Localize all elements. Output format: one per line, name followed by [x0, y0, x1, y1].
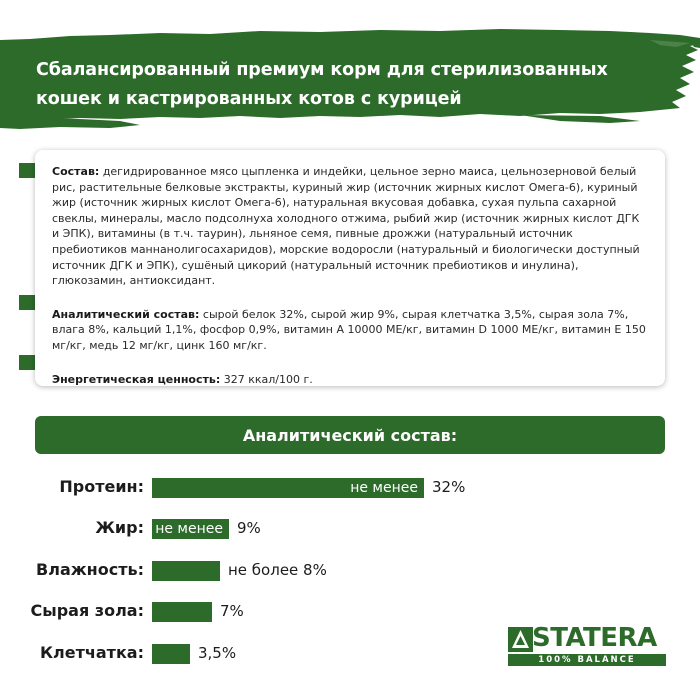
logo-brand-text: STATERA — [532, 623, 657, 653]
composition-paragraph — [52, 164, 647, 289]
nutrient-value: 7% — [220, 602, 244, 620]
nutrient-row-protein — [0, 475, 700, 499]
logo-mark-icon — [508, 627, 533, 652]
nutrient-value: не более 8% — [228, 561, 327, 579]
nutrient-bar — [152, 644, 190, 664]
energy-label: Энергетическая ценность: — [52, 372, 221, 386]
nutrient-bar — [152, 561, 220, 581]
nutrient-bar — [152, 602, 212, 622]
nutrient-label: Жир: — [95, 518, 144, 537]
composition-marker — [19, 163, 35, 178]
nutrient-label: Влажность: — [36, 560, 144, 579]
energy-paragraph — [52, 372, 647, 388]
composition-text: дегидрированное мясо цыпленка и индейки, цельное зерно маиса, цельнозерновой белый рис, растительные белковые экстракты, куриный жир (источник жирных кислот Омега-6), куриный жир (источник жирных кислот Омега-6), натуральная вкусовая добавка, сухая пульпа сахарной свеклы, минералы, масло подсолнуха холодного отжима, рыбий жир (источник жирных кислот ДГК и ЭПК), витамины (в т.ч. таурин), льняное семя, пивные дрожжи (натуральный источник пребиотиков маннанолигосахаридов), морские водоросли (натуральный и биологически доступный источник ДГК и ЭПК), сушёный цикорий (натуральный источник пребиотиков и инулина), глюкозамин, антиоксидант. — [52, 165, 640, 288]
nutrient-value: 32% — [432, 478, 466, 496]
analytical-text: сырой белок 32%, сырой жир 9%, сырая клетчатка 3,5%, сырая зола 7%, влага 8%, кальций 1,1%, фосфор 0,9%, витамин А 10000 МЕ/кг, витамин D 1000 МЕ/кг, витамин Е 150 мг/кг, медь 12 мг/кг, цинк 160 мг/кг. — [52, 307, 646, 352]
nutrient-label: Протеин: — [59, 477, 144, 496]
ingredients-card — [35, 150, 665, 386]
nutrient-row-moisture — [0, 558, 700, 582]
banner-title: Сбалансированный премиум корм для стерилизованных кошек и кастрированных котов с курицей — [36, 60, 608, 109]
header-banner — [0, 0, 700, 150]
nutrient-bar: не менее — [152, 519, 229, 539]
nutrient-value: 9% — [237, 519, 261, 537]
nutrient-row-ash — [0, 599, 700, 623]
nutrient-bar: не менее — [152, 478, 424, 498]
nutrient-value: 3,5% — [198, 644, 237, 662]
composition-label: Состав: — [52, 165, 100, 178]
analytical-section-heading: Аналитический состав: — [35, 416, 665, 454]
statera-logo — [508, 623, 666, 668]
nutrient-row-fat — [0, 516, 700, 540]
energy-marker — [19, 355, 35, 370]
analytical-paragraph — [52, 307, 647, 354]
energy-text: 327 ккал/100 г. — [223, 372, 313, 386]
analytical-marker — [19, 295, 35, 310]
nutrient-label: Сырая зола: — [30, 601, 144, 620]
logo-tagline: 100% BALANCE — [508, 654, 666, 666]
nutrient-label: Клетчатка: — [39, 643, 144, 662]
analytical-label: Аналитический состав: — [52, 307, 200, 321]
